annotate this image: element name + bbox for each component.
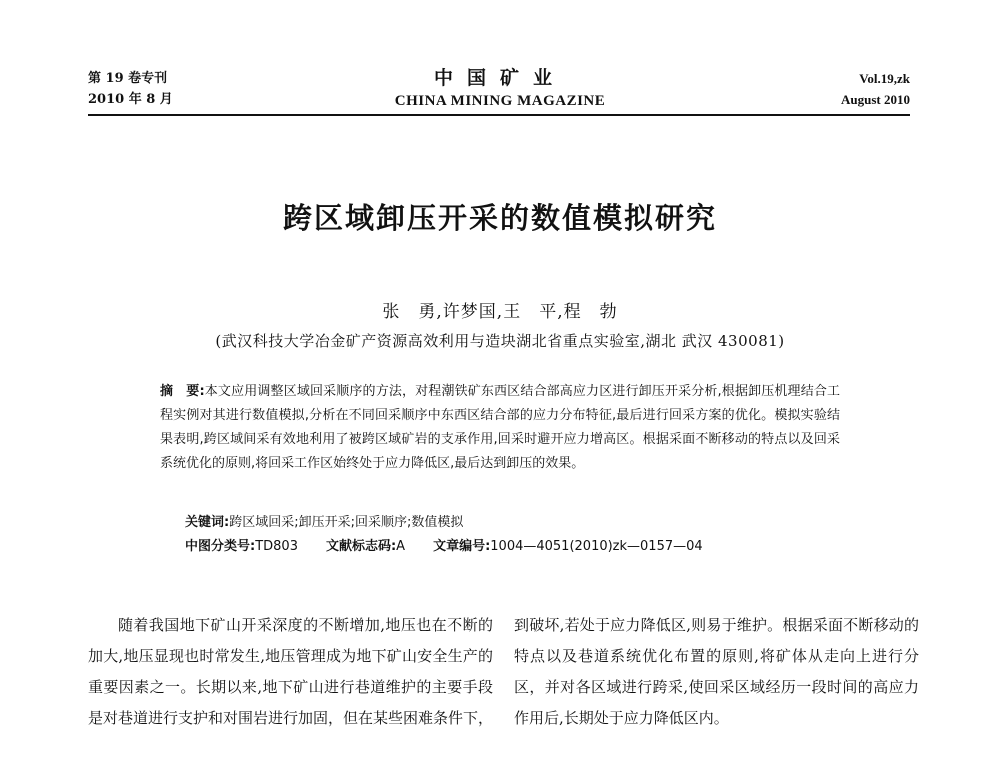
abstract-label: 摘 要: [160,384,205,399]
article-number-value: 1004—4051(2010)zk—0157—04 [490,539,703,554]
journal-name-cn: 中国矿业 [433,67,566,89]
clc-value: TD803 [255,539,298,554]
abstract [160,380,840,476]
issue-date-en: August 2010 [841,92,910,107]
article-number-label: 文章编号: [433,539,491,554]
article-title: 跨区域卸压开采的数值模拟研究 [282,201,717,235]
keywords-text: 跨区域回采;卸压开采;回采顺序;数值模拟 [229,515,464,530]
clc-label: 中图分类号: [185,539,256,554]
journal-masthead [350,66,650,112]
abstract-text: 本文应用调整区域回采顺序的方法，对程潮铁矿东西区结合部高应力区进行卸压开采分析,根据卸压机理结合工程实例对其进行数值模拟,分析在不同回采顺序中东西区结合部的应力分布特征,最后进行回采方案的优化。模拟实验结果表明,跨区域间采有效地利用了被跨区域矿岩的支承作用,回采时避开应力增高区。根据采面不断移动的特点以及回采系统优化的原则,将回采工作区始终处于应力降低区,最后达到卸压的效果。 [160,384,840,471]
doc-code-label: 文献标志码: [325,539,397,554]
author-affiliation: (武汉科技大学冶金矿产资源高效利用与造块湖北省重点实验室,湖北 武汉 430081) [215,332,785,350]
volume-en: Vol.19,zk [859,71,910,86]
issue-number-cn: 第 19 卷专刊 [88,71,168,86]
journal-issue-en [841,68,910,110]
issue-date-cn: 2010 年 8 月 [88,92,173,107]
classification-line [185,536,845,558]
header-divider [88,114,910,116]
journal-issue-cn [88,68,173,110]
keywords [185,512,845,534]
body-right-column: 到破坏,若处于应力降低区,则易于维护。根据采面不断移动的特点以及巷道系统优化布置的原则,将矿体从走向上进行分区，并对各区域进行跨采,使回采区域经历一段时间的高应力作用后,长期处于应力降低区内。 [514,616,919,727]
journal-name-en: CHINA MINING MAGAZINE [394,93,606,109]
keywords-label: 关键词: [185,515,230,530]
article-authors: 张 勇,许梦国,王 平,程 勃 [382,302,618,322]
doc-code-value: A [396,539,406,554]
body-left-column: 随着我国地下矿山开采深度的不断增加,地压也在不断的加大,地压显现也时常发生,地压管理成为地下矿山安全生产的重要因素之一。长期以来,地下矿山进行巷道维护的主要手段是对巷道进行支护和对围岩进行加固，但在某些困难条件下， [88,616,494,727]
